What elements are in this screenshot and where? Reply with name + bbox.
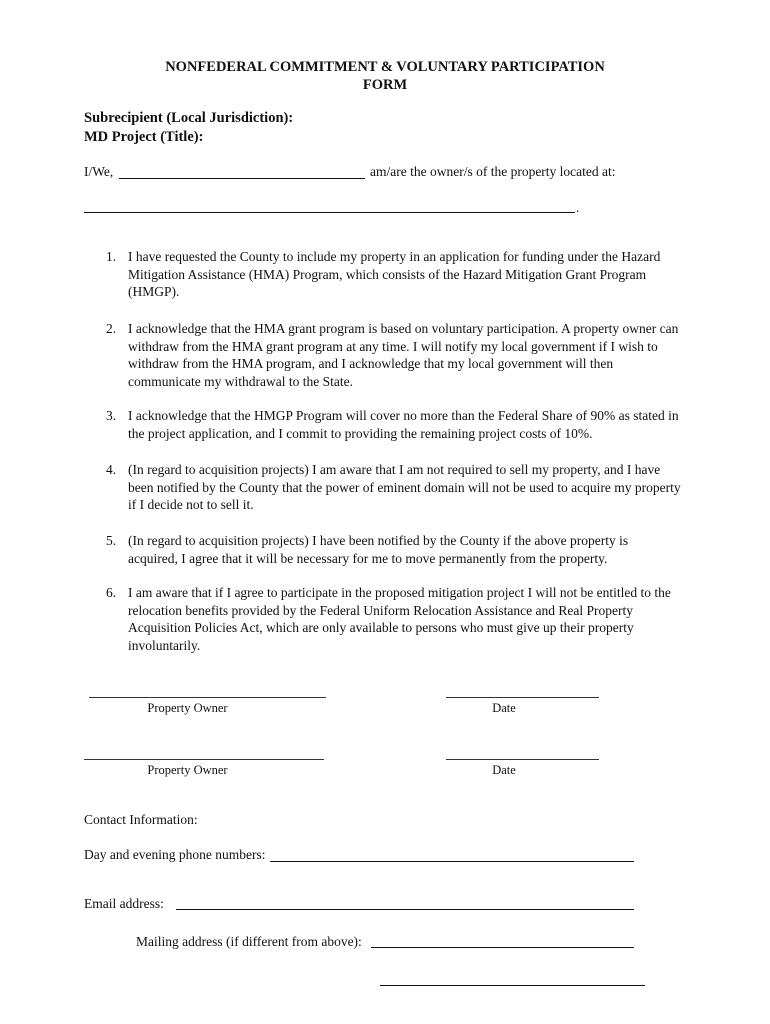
date-caption-1: Date [492,701,516,715]
list-item-5 [106,532,681,567]
item-text: I acknowledge that the HMGP Program will cover no more than the Federal Share of 90% as stated in the project application, and I commit to providing the remaining project costs of 10%. [128,408,679,441]
phone-label: Day and evening phone numbers: [84,847,266,862]
owner-name-field[interactable] [119,178,365,179]
form-title-line2: FORM [362,77,408,93]
email-field[interactable] [176,909,634,910]
email-label: Email address: [84,896,164,911]
item-text: I am aware that if I agree to participate in the proposed mitigation project I will not be entitled to the relocation benefits provided by the Federal Uniform Relocation Assistance and Real Property Acquisition Policies Act, which are only available to persons who must give up their property involuntarily. [128,585,671,653]
date-caption-2: Date [492,763,516,777]
address-period: . [576,200,580,215]
item-text: (In regard to acquisition projects) I have been notified by the County if the above property is acquired, I agree that it will be necessary for me to move permanently from the property. [128,533,629,566]
form-title-line1: NONFEDERAL COMMITMENT & VOLUNTARY PARTICIPATION [165,59,605,75]
contact-heading: Contact Information: [84,812,198,827]
mailing-address-field-1[interactable] [371,947,634,948]
item-number: 1. [106,249,117,264]
item-text: I have requested the County to include my property in an application for funding under the Hazard Mitigation Assistance (HMA) Program, which consists of the Hazard Mitigation Grant Program (HMGP). [128,249,661,299]
item-number: 4. [106,462,117,477]
list-item-3 [106,407,681,442]
list-item-2 [106,320,681,390]
list-item-6 [106,584,681,654]
owner-statement: am/are the owner/s of the property located at: [370,164,616,179]
phone-field[interactable] [270,861,634,862]
item-text: (In regard to acquisition projects) I am aware that I am not required to sell my property, and I have been notified by the County that the power of eminent domain will not be used to acquire my property if I decide not to sell it. [128,462,681,512]
property-address-field[interactable] [84,212,575,213]
date-field-2[interactable] [446,759,599,760]
mailing-address-label: Mailing address (if different from above): [136,934,362,949]
property-owner-caption-2: Property Owner [147,763,228,777]
subrecipient-label: Subrecipient (Local Jurisdiction): [84,110,294,126]
list-item-4 [106,461,681,514]
list-item-1 [106,248,681,301]
iwe-label: I/We, [84,164,114,179]
item-number: 2. [106,321,117,336]
item-text: I acknowledge that the HMA grant program is based on voluntary participation. A property owner can withdraw from the HMA grant program at any time. I will notify my local government if I wish to withdraw from the HMA program, and I acknowledge that my local government will then communicate my withdrawal to the State. [128,321,679,389]
property-owner-caption-1: Property Owner [147,701,228,715]
item-number: 3. [106,408,117,423]
item-number: 5. [106,533,117,548]
project-title-label: MD Project (Title): [84,129,204,145]
item-number: 6. [106,585,117,600]
property-owner-signature-field-2[interactable] [84,759,324,760]
mailing-address-field-2[interactable] [380,985,645,986]
date-field-1[interactable] [446,697,599,698]
property-owner-signature-field-1[interactable] [89,697,326,698]
